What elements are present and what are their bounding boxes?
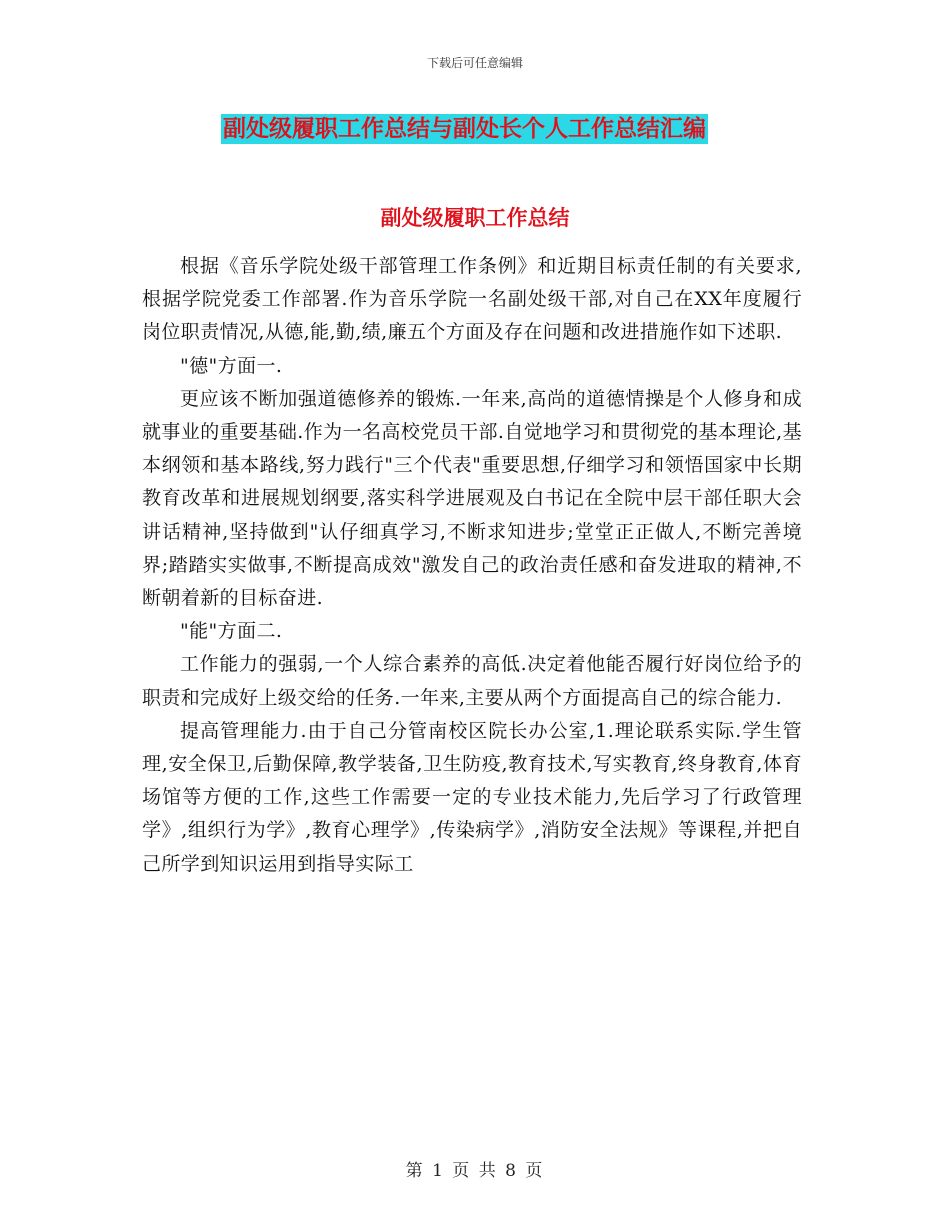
paragraph-neng-body: 工作能力的强弱,一个人综合素养的高低.决定着他能否履行好岗位给予的职责和完成好上级交给的任务.一年来,主要从两个方面提高自己的综合能力. <box>142 653 802 709</box>
document-main-title: 副处级履职工作总结与副处长个人工作总结汇编 <box>223 115 706 142</box>
section-title: 副处级履职工作总结 <box>380 205 570 230</box>
paragraph-intro: 根据《音乐学院处级干部管理工作条例》和近期目标责任制的有关要求,根据学院党委工作部署.作为音乐学院一名副处级干部,对自己在XX年度履行岗位职责情况,从德,能,勤,绩,廉五个方面及存在问题和改进措施作如下述职. <box>142 255 802 344</box>
paragraph-neng-heading: "能"方面二. <box>180 620 283 643</box>
header-note: 下载后可任意编辑 <box>426 56 523 70</box>
paragraph-de-heading: "德"方面一. <box>180 354 283 377</box>
body-content <box>142 250 802 881</box>
page-number-footer: 第 1 页 共 8 页 <box>405 1161 545 1181</box>
paragraph-de-body: 更应该不断加强道德修养的锻炼.一年来,高尚的道德情操是个人修身和成就事业的重要基础.作为一名高校党员干部.自觉地学习和贯彻党的基本理论,基本纲领和基本路线,努力践行"三个代表"重要思想,仔细学习和领悟国家中长期教育改革和进展规划纲要,落实科学进展观及白书记在全院中层干部任职大会讲话精神,坚持做到"认仔细真学习,不断求知进步;堂堂正正做人,不断完善境界;踏踏实实做事,不断提高成效"激发自己的政治责任感和奋发进取的精神,不断朝着新的目标奋进. <box>142 387 802 610</box>
paragraph-management: 提高管理能力.由于自己分管南校区院长办公室,1.理论联系实际.学生管理,安全保卫,后勤保障,教学装备,卫生防疫,教育技术,写实教育,终身教育,体育场馆等方便的工作,这些工作需要一定的专业技术能力,先后学习了行政管理学》,组织行为学》,教育心理学》,传染病学》,消防安全法规》等课程,并把自己所学到知识运用到指导实际工 <box>142 719 802 875</box>
